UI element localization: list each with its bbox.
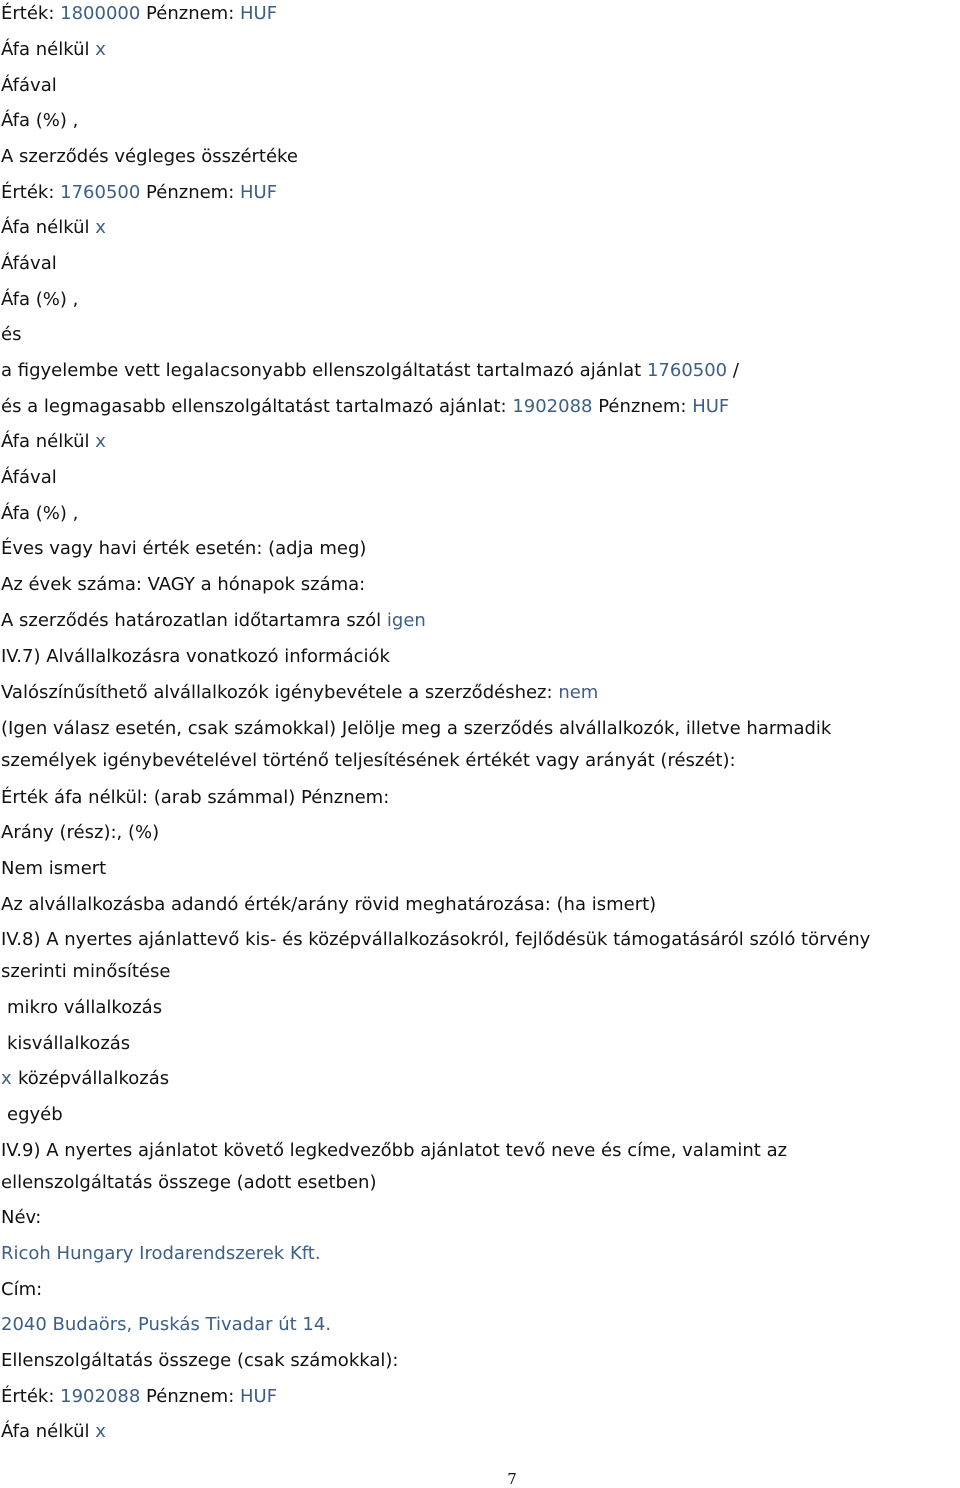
iv9-value-line (1, 1385, 277, 1409)
option-label: középvállalkozás (18, 1068, 170, 1089)
offers-vat-percent-line: Áfa (%) , (1, 503, 79, 524)
without-vat-mark: x (95, 431, 106, 452)
subcontract-description-line: Az alvállalkozásba adandó érték/arány rövid meghatározása: (ha ismert) (1, 894, 657, 915)
section-iv9-heading-2: ellenszolgáltatás összege (adott esetben) (1, 1172, 377, 1193)
lowest-offer-line (1, 359, 739, 383)
value-label: Érték: (1, 182, 55, 203)
slash: / (732, 360, 739, 381)
unknown-line: Nem ismert (1, 858, 107, 879)
lowest-offer-value: 1760500 (646, 360, 728, 381)
currency-label: Pénznem: (146, 1386, 235, 1407)
without-vat-label: Áfa nélkül (1, 217, 90, 238)
currency-value: HUF (240, 1386, 278, 1407)
final-without-vat-line (1, 216, 106, 240)
name-label: Név: (1, 1207, 42, 1228)
ratio-line: Arány (rész):, (%) (1, 822, 160, 843)
address-label: Cím: (1, 1279, 43, 1300)
without-vat-line (1, 38, 106, 62)
vat-percent-line: Áfa (%) , (1, 110, 79, 131)
indefinite-value: igen (386, 610, 426, 631)
final-with-vat-line: Áfával (1, 253, 57, 274)
currency-label: Pénznem: (146, 182, 235, 203)
final-value-line (1, 181, 277, 205)
instruction-line-1: (Igen válasz esetén, csak számokkal) Jelölje meg a szerződés alvállalkozók, illetve harmadik (1, 718, 832, 739)
amount-label: Ellenszolgáltatás összege (csak számokkal): (1, 1350, 399, 1371)
section-iv9-heading-1: IV.9) A nyertes ajánlatot követő legkedvezőbb ajánlatot tevő neve és címe, valamint az (1, 1140, 788, 1161)
indefinite-label: A szerződés határozatlan időtartamra szól (1, 610, 382, 631)
final-vat-percent-line: Áfa (%) , (1, 289, 79, 310)
annual-monthly-line: Éves vagy havi érték esetén: (adja meg) (1, 538, 367, 559)
and-line: és (1, 324, 22, 345)
section-iv8-heading-1: IV.8) A nyertes ajánlattevő kis- és középvállalkozásokról, fejlődésük támogatásáról szóló törvény (1, 929, 871, 950)
subcontractor-likely-value: nem (558, 682, 599, 703)
value-label: Érték: (1, 3, 55, 24)
option-mark: x (1, 1068, 12, 1089)
section-iv7-heading: IV.7) Alvállalkozásra vonatkozó információk (1, 646, 390, 667)
iv9-without-vat-line (1, 1420, 106, 1444)
offers-with-vat-line: Áfával (1, 467, 57, 488)
currency-label: Pénznem: (146, 3, 235, 24)
without-vat-label: Áfa nélkül (1, 431, 90, 452)
final-total-heading: A szerződés végleges összértéke (1, 146, 298, 167)
indefinite-line (1, 609, 426, 633)
option-medium (1, 1067, 170, 1091)
without-vat-mark: x (95, 1421, 106, 1442)
page-number: 7 (507, 1470, 517, 1488)
lowest-offer-label: a figyelembe vett legalacsonyabb ellenszolgáltatást tartalmazó ajánlat (1, 360, 642, 381)
currency-value: HUF (240, 182, 278, 203)
instruction-line-2: személyek igénybevételével történő teljesítésének értékét vagy arányát (részét): (1, 750, 736, 771)
subcontractor-likely-line (1, 681, 598, 705)
value-wo-vat-line: Érték áfa nélkül: (arab számmal) Pénznem: (1, 787, 390, 808)
highest-offer-value: 1902088 (512, 396, 593, 417)
currency-value: HUF (240, 3, 278, 24)
with-vat-line: Áfával (1, 75, 57, 96)
value-amount: 1760500 (60, 182, 141, 203)
offers-without-vat-line (1, 430, 106, 454)
subcontractor-likely-label: Valószínűsíthető alvállalkozók igénybevétele a szerződéshez: (1, 682, 553, 703)
years-months-line: Az évek száma: VAGY a hónapok száma: (1, 574, 366, 595)
option-label: kisvállalkozás (7, 1033, 131, 1054)
value-amount: 1800000 (60, 3, 141, 24)
without-vat-mark: x (95, 39, 106, 60)
highest-offer-label: és a legmagasabb ellenszolgáltatást tartalmazó ajánlat: (1, 396, 507, 417)
option-label: egyéb (7, 1104, 63, 1125)
address-value: 2040 Budaörs, Puskás Tivadar út 14. (1, 1314, 332, 1335)
currency-value: HUF (692, 396, 730, 417)
without-vat-label: Áfa nélkül (1, 1421, 90, 1442)
section-iv8-heading-2: szerinti minősítése (1, 961, 171, 982)
value-label: Érték: (1, 1386, 55, 1407)
highest-offer-line (1, 395, 729, 419)
value-amount: 1902088 (60, 1386, 141, 1407)
value-line (1, 2, 277, 26)
currency-label: Pénznem: (598, 396, 687, 417)
without-vat-mark: x (95, 217, 106, 238)
without-vat-label: Áfa nélkül (1, 39, 90, 60)
name-value: Ricoh Hungary Irodarendszerek Kft. (1, 1243, 321, 1264)
option-label: mikro vállalkozás (7, 997, 163, 1018)
